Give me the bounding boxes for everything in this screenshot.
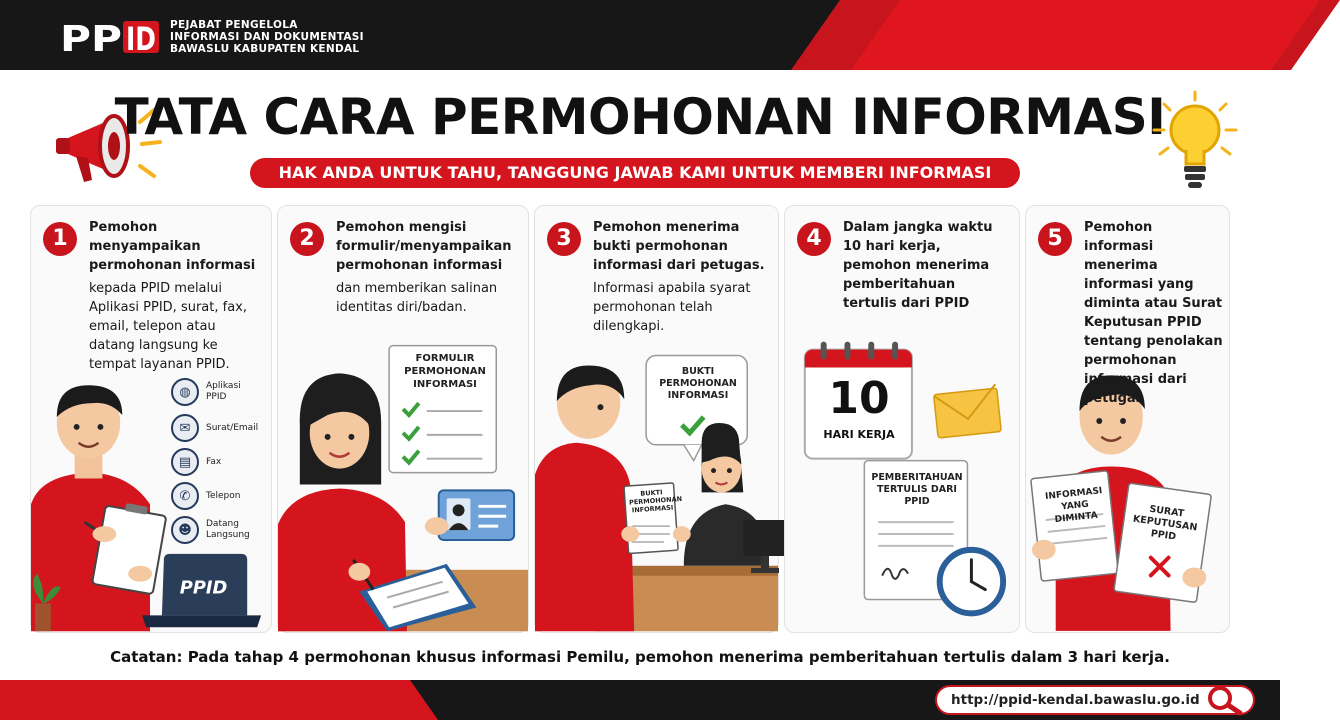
- channel-item: [171, 516, 256, 544]
- org-line-3: BAWASLU KABUPATEN KENDAL: [170, 43, 360, 55]
- channel-label: Datang Langsung: [206, 519, 250, 540]
- org-line-2: INFORMASI DAN DOKUMENTASI: [170, 31, 364, 43]
- decision-paper-title: SURAT KEPUTUSAN PPID: [1132, 503, 1198, 543]
- step-text: [336, 218, 516, 317]
- info-paper-title: INFORMASI YANG DIMINTA: [1044, 486, 1103, 526]
- person-icon: ☻: [171, 516, 199, 544]
- step-card-3: [534, 205, 779, 633]
- form-title: FORMULIR PERMOHONAN INFORMASI: [404, 353, 486, 390]
- step-bold-text: Pemohon informasi menerima informasi yang diminta atau Surat Keputusan PPID tentang penolakan permohonan informasi dari petugas: [1084, 220, 1223, 406]
- footer-accent: [0, 680, 438, 720]
- subtitle-banner: HAK ANDA UNTUK TAHU, TANGGUNG JAWAB KAMI UNTUK MEMBERI INFORMASI: [250, 158, 1020, 188]
- channel-item: [171, 378, 256, 406]
- footnote: Catatan: Pada tahap 4 permohonan khusus informasi Pemilu, pemohon menerima pemberitahuan tertulis dalam 3 hari kerja.: [110, 648, 1170, 666]
- channel-item: [171, 414, 258, 442]
- fax-icon: ▤: [171, 448, 199, 476]
- step-number: 5: [1038, 222, 1072, 256]
- mail-icon: ✉: [171, 414, 199, 442]
- step-number: 2: [290, 222, 324, 256]
- step-text: [843, 218, 1008, 313]
- svg-text:ID: ID: [126, 20, 156, 58]
- phone-icon: ✆: [171, 482, 199, 510]
- step-number: 3: [547, 222, 581, 256]
- step-text: [593, 218, 768, 336]
- step-normal-text: kepada PPID melalui Aplikasi PPID, surat, fax, email, telepon atau datang langsung ke tempat layanan PPID.: [89, 281, 247, 372]
- step-bold-text: Pemohon mengisi formulir/menyampaikan permohonan informasi: [336, 220, 512, 273]
- calendar-number: 10: [828, 373, 890, 424]
- channel-label: Fax: [206, 456, 222, 467]
- paper-title: BUKTI PERMOHONAN INFORMASI: [628, 488, 683, 515]
- page-title: TATA CARA PERMOHONAN INFORMASI: [114, 88, 1166, 146]
- lightbulb-icon: [1150, 88, 1240, 198]
- notice-doc-title: PEMBERITAHUAN TERTULIS DARI PPID: [871, 472, 963, 507]
- step-normal-text: Informasi apabila syarat permohonan telah dilengkapi.: [593, 281, 751, 334]
- channel-label: Surat/Email: [206, 422, 259, 433]
- channel-label: Telepon: [206, 490, 241, 501]
- channel-label: Aplikasi PPID: [206, 381, 241, 402]
- step-bold-text: Pemohon menerima bukti permohonan informasi dari petugas.: [593, 220, 765, 273]
- org-line-1: PEJABAT PENGELOLA: [170, 19, 298, 31]
- step-card-1: [30, 205, 272, 633]
- calendar-label: HARI KERJA: [823, 428, 895, 441]
- header-accent-light: [851, 0, 1320, 70]
- step-bold-text: Pemohon menyampaikan permohonan informasi: [89, 220, 256, 273]
- monitor-icon: [735, 520, 780, 580]
- globe-icon: ◍: [171, 378, 199, 406]
- bubble-title: BUKTI PERMOHONAN INFORMASI: [659, 366, 737, 401]
- step-card-4: [784, 205, 1020, 633]
- search-icon: [1200, 684, 1252, 716]
- channel-item: [171, 448, 221, 476]
- step-normal-text: dan memberikan salinan identitas diri/badan.: [336, 281, 498, 315]
- step-bold-text: Dalam jangka waktu 10 hari kerja, pemohon menerima pemberitahuan tertulis dari PPID: [843, 220, 993, 311]
- website-link[interactable]: http://ppid-kendal.bawaslu.go.id: [935, 685, 1255, 715]
- step-card-2: [277, 205, 529, 633]
- header-bar: [0, 0, 1280, 70]
- step-text: [89, 218, 259, 374]
- step-number: 4: [797, 222, 831, 256]
- ppid-logo: [60, 18, 160, 60]
- step-text: [1084, 218, 1224, 408]
- org-name: [170, 19, 364, 55]
- step-card-5: [1025, 205, 1230, 633]
- laptop-label: PPID: [179, 577, 228, 599]
- svg-text:PP: PP: [60, 19, 122, 60]
- channel-item: [171, 482, 240, 510]
- step-number: 1: [43, 222, 77, 256]
